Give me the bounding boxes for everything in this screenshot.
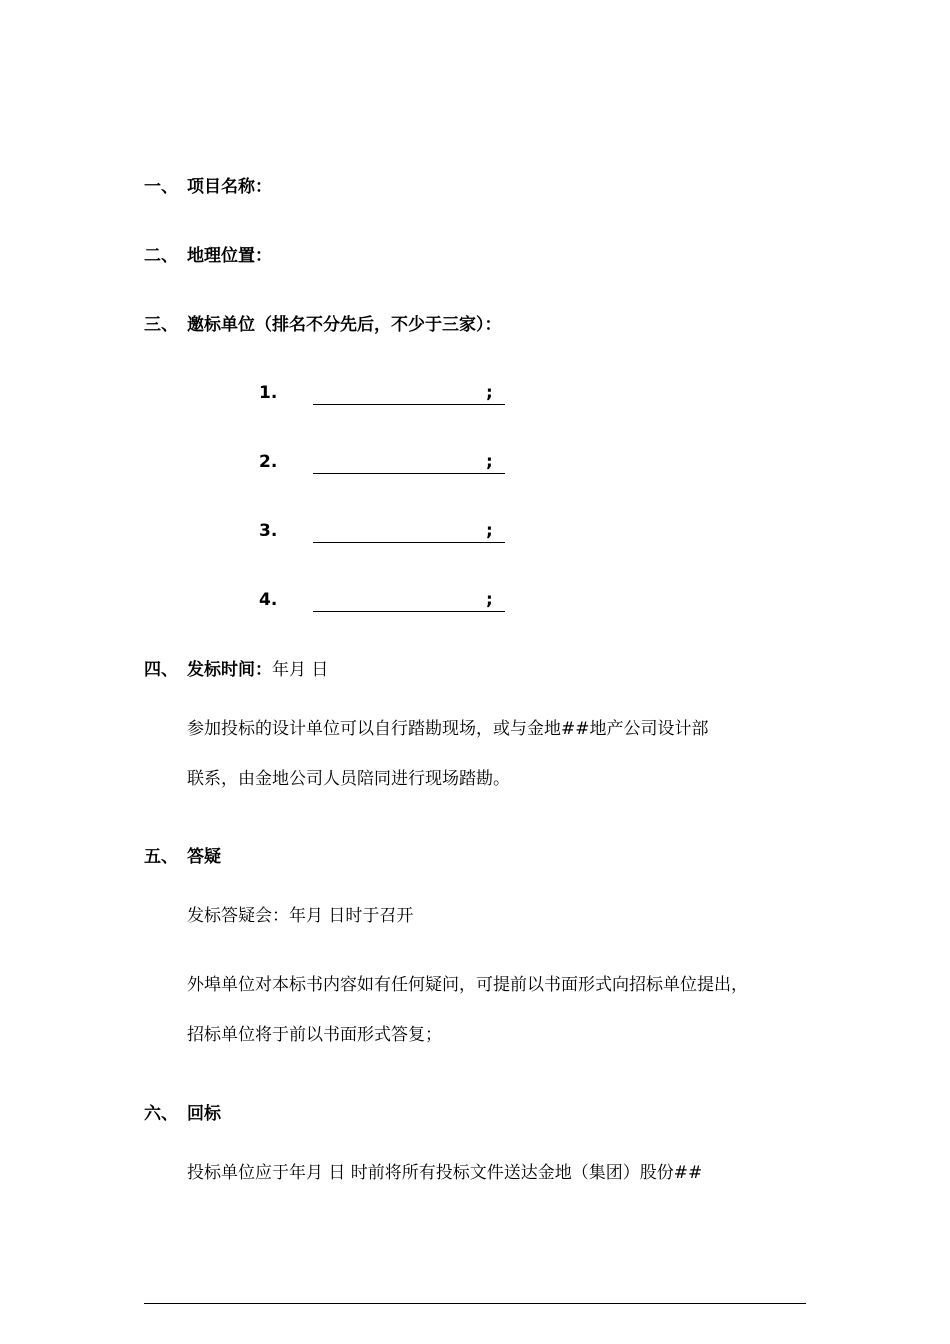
section-title: 回标 (187, 1104, 221, 1124)
section-issue-time (144, 659, 328, 681)
bidder-number: 3. (259, 521, 278, 541)
section-title: 项目名称： (187, 177, 272, 197)
bidder-blank-field (313, 451, 505, 474)
bidder-semicolon: ; (486, 383, 493, 403)
section-title: 地理位置： (187, 246, 272, 266)
page-footer-divider (144, 1303, 806, 1304)
section-number: 一、 (144, 177, 178, 197)
section-title: 答疑 (187, 847, 221, 867)
section-number: 二、 (144, 246, 178, 266)
site-visit-paragraph-line-2: 联系，由金地公司人员陪同进行现场踏勘。 (187, 769, 510, 789)
section-number: 三、 (144, 315, 178, 335)
section-number: 五、 (144, 847, 178, 867)
section-location (144, 245, 272, 267)
section-project-name (144, 176, 272, 198)
bidder-semicolon: ; (486, 452, 493, 472)
bidder-number: 1. (259, 383, 278, 403)
section-qa (144, 846, 221, 868)
section-title: 发标时间： (187, 660, 272, 680)
bidder-blank-field (313, 382, 505, 405)
section-number: 六、 (144, 1104, 178, 1124)
qa-meeting-line: 发标答疑会：年月 日时于召开 (187, 906, 414, 926)
bidder-number: 4. (259, 590, 278, 610)
qa-paragraph-line-1: 外埠单位对本标书内容如有任何疑问，可提前以书面形式向招标单位提出， (187, 975, 748, 995)
bidder-semicolon: ; (486, 521, 493, 541)
site-visit-paragraph-line-1: 参加投标的设计单位可以自行踏勘现场，或与金地##地产公司设计部 (187, 719, 709, 739)
bidder-semicolon: ; (486, 590, 493, 610)
bidder-number: 2. (259, 452, 278, 472)
qa-paragraph-line-2: 招标单位将于前以书面形式答复； (187, 1025, 442, 1045)
bidder-blank-field (313, 520, 505, 543)
issue-date-value: 年月 日 (272, 660, 329, 680)
bidder-blank-field (313, 589, 505, 612)
return-paragraph-line-1: 投标单位应于年月 日 时前将所有投标文件送达金地（集团）股份## (187, 1163, 703, 1183)
section-return-bid (144, 1103, 221, 1125)
section-number: 四、 (144, 660, 178, 680)
section-title: 邀标单位（排名不分先后，不少于三家）： (187, 315, 502, 335)
section-invited-bidders (144, 314, 502, 336)
